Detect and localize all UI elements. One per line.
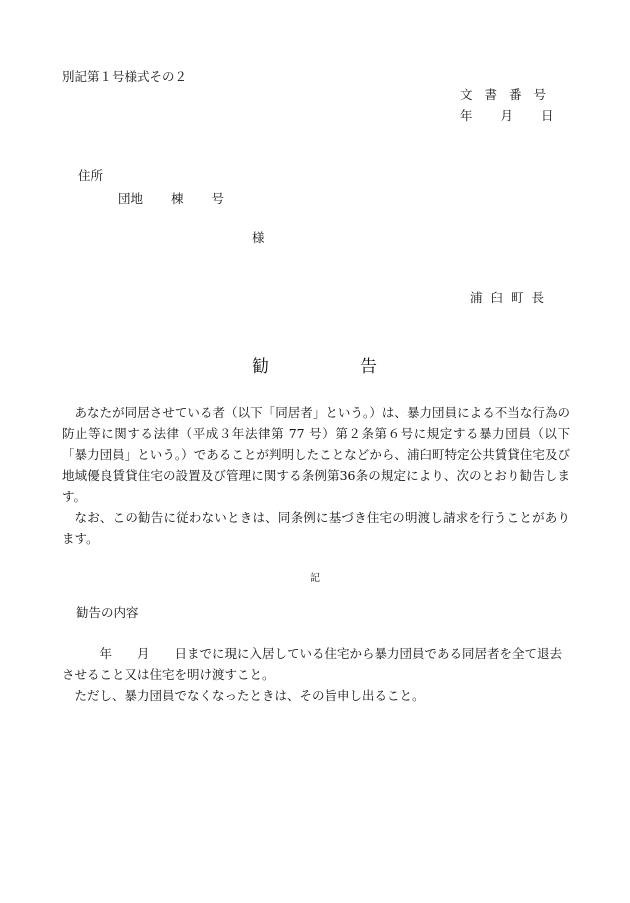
form-label: 別記第１号様式その２ <box>62 69 188 84</box>
document-date-month: 月 <box>500 108 514 123</box>
address-detail <box>118 189 224 207</box>
document-number-char: 号 <box>533 87 547 102</box>
sender-title <box>470 288 544 306</box>
sender-title-char: 臼 <box>490 290 504 305</box>
address-label: 住所 <box>78 168 104 183</box>
document-number <box>460 85 546 103</box>
recipient-honorific: 様 <box>252 230 265 245</box>
content-body <box>62 643 574 706</box>
sender-title-char: 長 <box>531 290 545 305</box>
body-paragraph: なお、この勧告に従わないときは、同条例に基づき住宅の明渡し請求を行うことがあります。 <box>62 510 570 546</box>
document-date-year: 年 <box>460 108 473 123</box>
content-heading: 勧告の内容 <box>76 605 139 620</box>
content-proviso: ただし、暴力団員でなくなったときは、その旨申し出ること。 <box>74 688 425 703</box>
address-unit: 号 <box>211 191 225 206</box>
body-paragraph: あなたが同居させている者（以下「同居者」という。）は、暴力団員による不当な行為の防止等に関する法律（平成３年法律第 77 号）第２条第６号に規定する暴力団員（以下「暴力団員」という。）であることが判明したことなどから、浦臼町特定公共賃貸住宅及び地域優良賃貸住宅の設置及び管理に関する条例第36条の規定により、次のとおり勧告します。 <box>62 405 570 504</box>
address-estate: 団地 <box>118 191 144 206</box>
document-date <box>460 106 554 124</box>
ki-marker: 記 <box>310 573 320 584</box>
document-number-char: 番 <box>509 87 522 102</box>
document-title-second-char: 告 <box>360 357 377 377</box>
sender-title-char: 浦 <box>470 290 483 305</box>
document-title-first-char: 勧 <box>252 357 269 377</box>
document-date-day: 日 <box>541 108 554 123</box>
document-number-char: 書 <box>484 87 498 102</box>
notice-body <box>62 402 570 549</box>
content-deadline: 年 月 日までに現に入居している住宅から暴力団員である同居者を全て退去させること又は住宅を明け渡すこと。 <box>62 646 563 682</box>
sender-title-char: 町 <box>511 290 524 305</box>
document-number-char: 文 <box>460 87 473 102</box>
address-building: 棟 <box>171 191 184 206</box>
